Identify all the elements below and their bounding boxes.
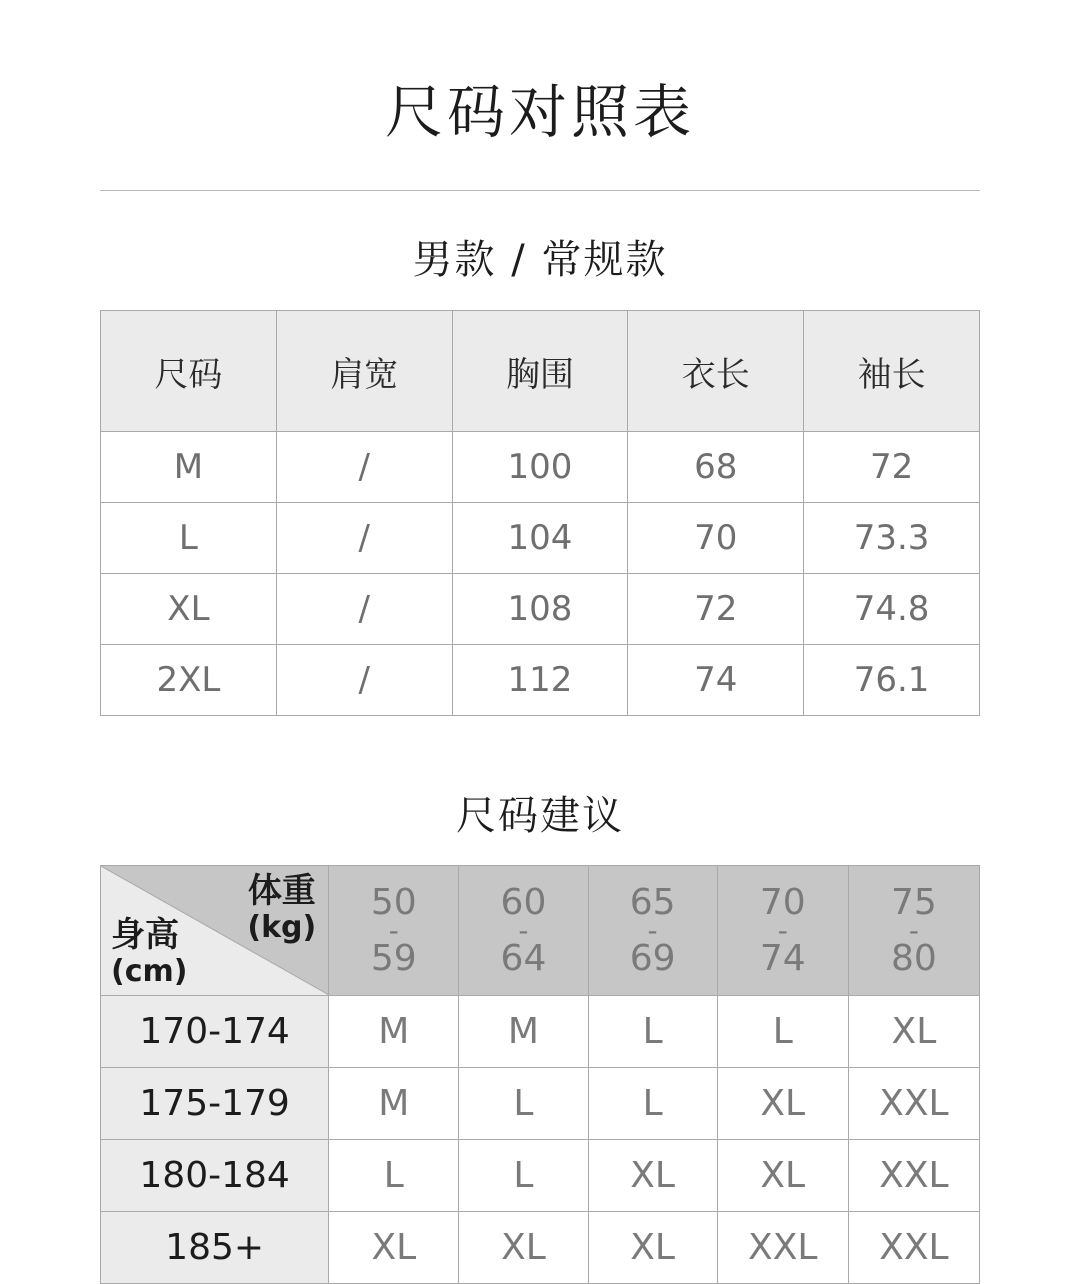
page-title: 尺码对照表 (384, 78, 695, 146)
weight-range-header (459, 866, 588, 996)
height-unit: (cm) (111, 954, 188, 989)
height-range-cell: 185+ (101, 1212, 329, 1284)
size-suggestion-cell: M (329, 996, 459, 1068)
sleeve-cell: 72 (804, 432, 980, 503)
weight-high: 59 (370, 937, 417, 979)
size-suggestion-cell: M (329, 1068, 459, 1140)
weight-range-header (329, 866, 459, 996)
shoulder-cell: / (276, 645, 452, 716)
height-range-cell: 180-184 (101, 1140, 329, 1212)
size-suggestion-cell: XXL (717, 1212, 848, 1284)
sleeve-cell: 74.8 (804, 574, 980, 645)
weight-range-header (717, 866, 848, 996)
weight-dash: - (908, 913, 919, 947)
table-row (101, 1068, 980, 1140)
weight-label: 体重 (247, 871, 316, 911)
chest-cell: 108 (452, 574, 628, 645)
weight-low: 65 (629, 881, 676, 923)
size-suggestion-cell: XL (717, 1140, 848, 1212)
table-row (101, 645, 980, 716)
header-size: 尺码 (101, 311, 277, 432)
weight-high: 74 (759, 937, 806, 979)
corner-height-label (111, 916, 187, 990)
size-cell: 2XL (101, 645, 277, 716)
size-suggestion-cell: M (459, 996, 588, 1068)
weight-unit: (kg) (247, 910, 317, 945)
size-cell: M (101, 432, 277, 503)
weight-range-header (848, 866, 979, 996)
weight-high: 64 (500, 937, 547, 979)
weight-low: 50 (370, 881, 417, 923)
weight-header-row (101, 866, 980, 996)
weight-range-header (588, 866, 717, 996)
weight-high: 69 (629, 937, 676, 979)
size-recommendation-table (100, 865, 980, 1284)
shoulder-cell: / (276, 503, 452, 574)
height-range-cell: 175-179 (101, 1068, 329, 1140)
size-suggestion-cell: L (459, 1140, 588, 1212)
shoulder-cell: / (276, 432, 452, 503)
weight-low: 75 (891, 881, 937, 923)
size-cell: L (101, 503, 277, 574)
chest-cell: 104 (452, 503, 628, 574)
table-row (101, 996, 980, 1068)
weight-high: 80 (891, 937, 937, 979)
table-row (101, 1212, 980, 1284)
chest-cell: 100 (452, 432, 628, 503)
size-cell: XL (101, 574, 277, 645)
recommendation-title: 尺码建议 (456, 793, 624, 839)
table-row (101, 1140, 980, 1212)
table-row (101, 503, 980, 574)
weight-low: 70 (759, 881, 806, 923)
table-row (101, 574, 980, 645)
weight-dash: - (518, 913, 529, 947)
size-suggestion-cell: XL (329, 1212, 459, 1284)
shoulder-cell: / (276, 574, 452, 645)
size-suggestion-cell: XXL (848, 1068, 979, 1140)
size-suggestion-cell: XL (588, 1140, 717, 1212)
table-row (101, 432, 980, 503)
size-suggestion-cell: L (329, 1140, 459, 1212)
size-suggestion-cell: L (588, 1068, 717, 1140)
sleeve-cell: 73.3 (804, 503, 980, 574)
length-cell: 72 (628, 574, 804, 645)
length-cell: 74 (628, 645, 804, 716)
size-suggestion-cell: XXL (848, 1212, 979, 1284)
header-sleeve: 袖长 (804, 311, 980, 432)
chest-cell: 112 (452, 645, 628, 716)
size-suggestion-cell: L (717, 996, 848, 1068)
size-suggestion-cell: L (459, 1068, 588, 1140)
size-suggestion-cell: XL (588, 1212, 717, 1284)
size-chart-header-row (101, 311, 980, 432)
weight-low: 60 (500, 881, 547, 923)
size-chart-table (100, 310, 980, 716)
header-length: 衣长 (628, 311, 804, 432)
length-cell: 68 (628, 432, 804, 503)
size-chart-title: 男款 / 常规款 (412, 237, 668, 283)
height-label: 身高 (111, 915, 179, 955)
height-range-cell: 170-174 (101, 996, 329, 1068)
title-divider (100, 190, 980, 191)
size-suggestion-cell: XXL (848, 1140, 979, 1212)
size-suggestion-cell: XL (717, 1068, 848, 1140)
header-chest: 胸围 (452, 311, 628, 432)
size-suggestion-cell: XL (848, 996, 979, 1068)
length-cell: 70 (628, 503, 804, 574)
corner-header (101, 866, 329, 996)
size-suggestion-cell: L (588, 996, 717, 1068)
weight-dash: - (777, 913, 788, 947)
sleeve-cell: 76.1 (804, 645, 980, 716)
weight-dash: - (388, 913, 399, 947)
weight-dash: - (647, 913, 658, 947)
header-shoulder: 肩宽 (276, 311, 452, 432)
size-suggestion-cell: XL (459, 1212, 588, 1284)
corner-weight-label (247, 872, 316, 946)
